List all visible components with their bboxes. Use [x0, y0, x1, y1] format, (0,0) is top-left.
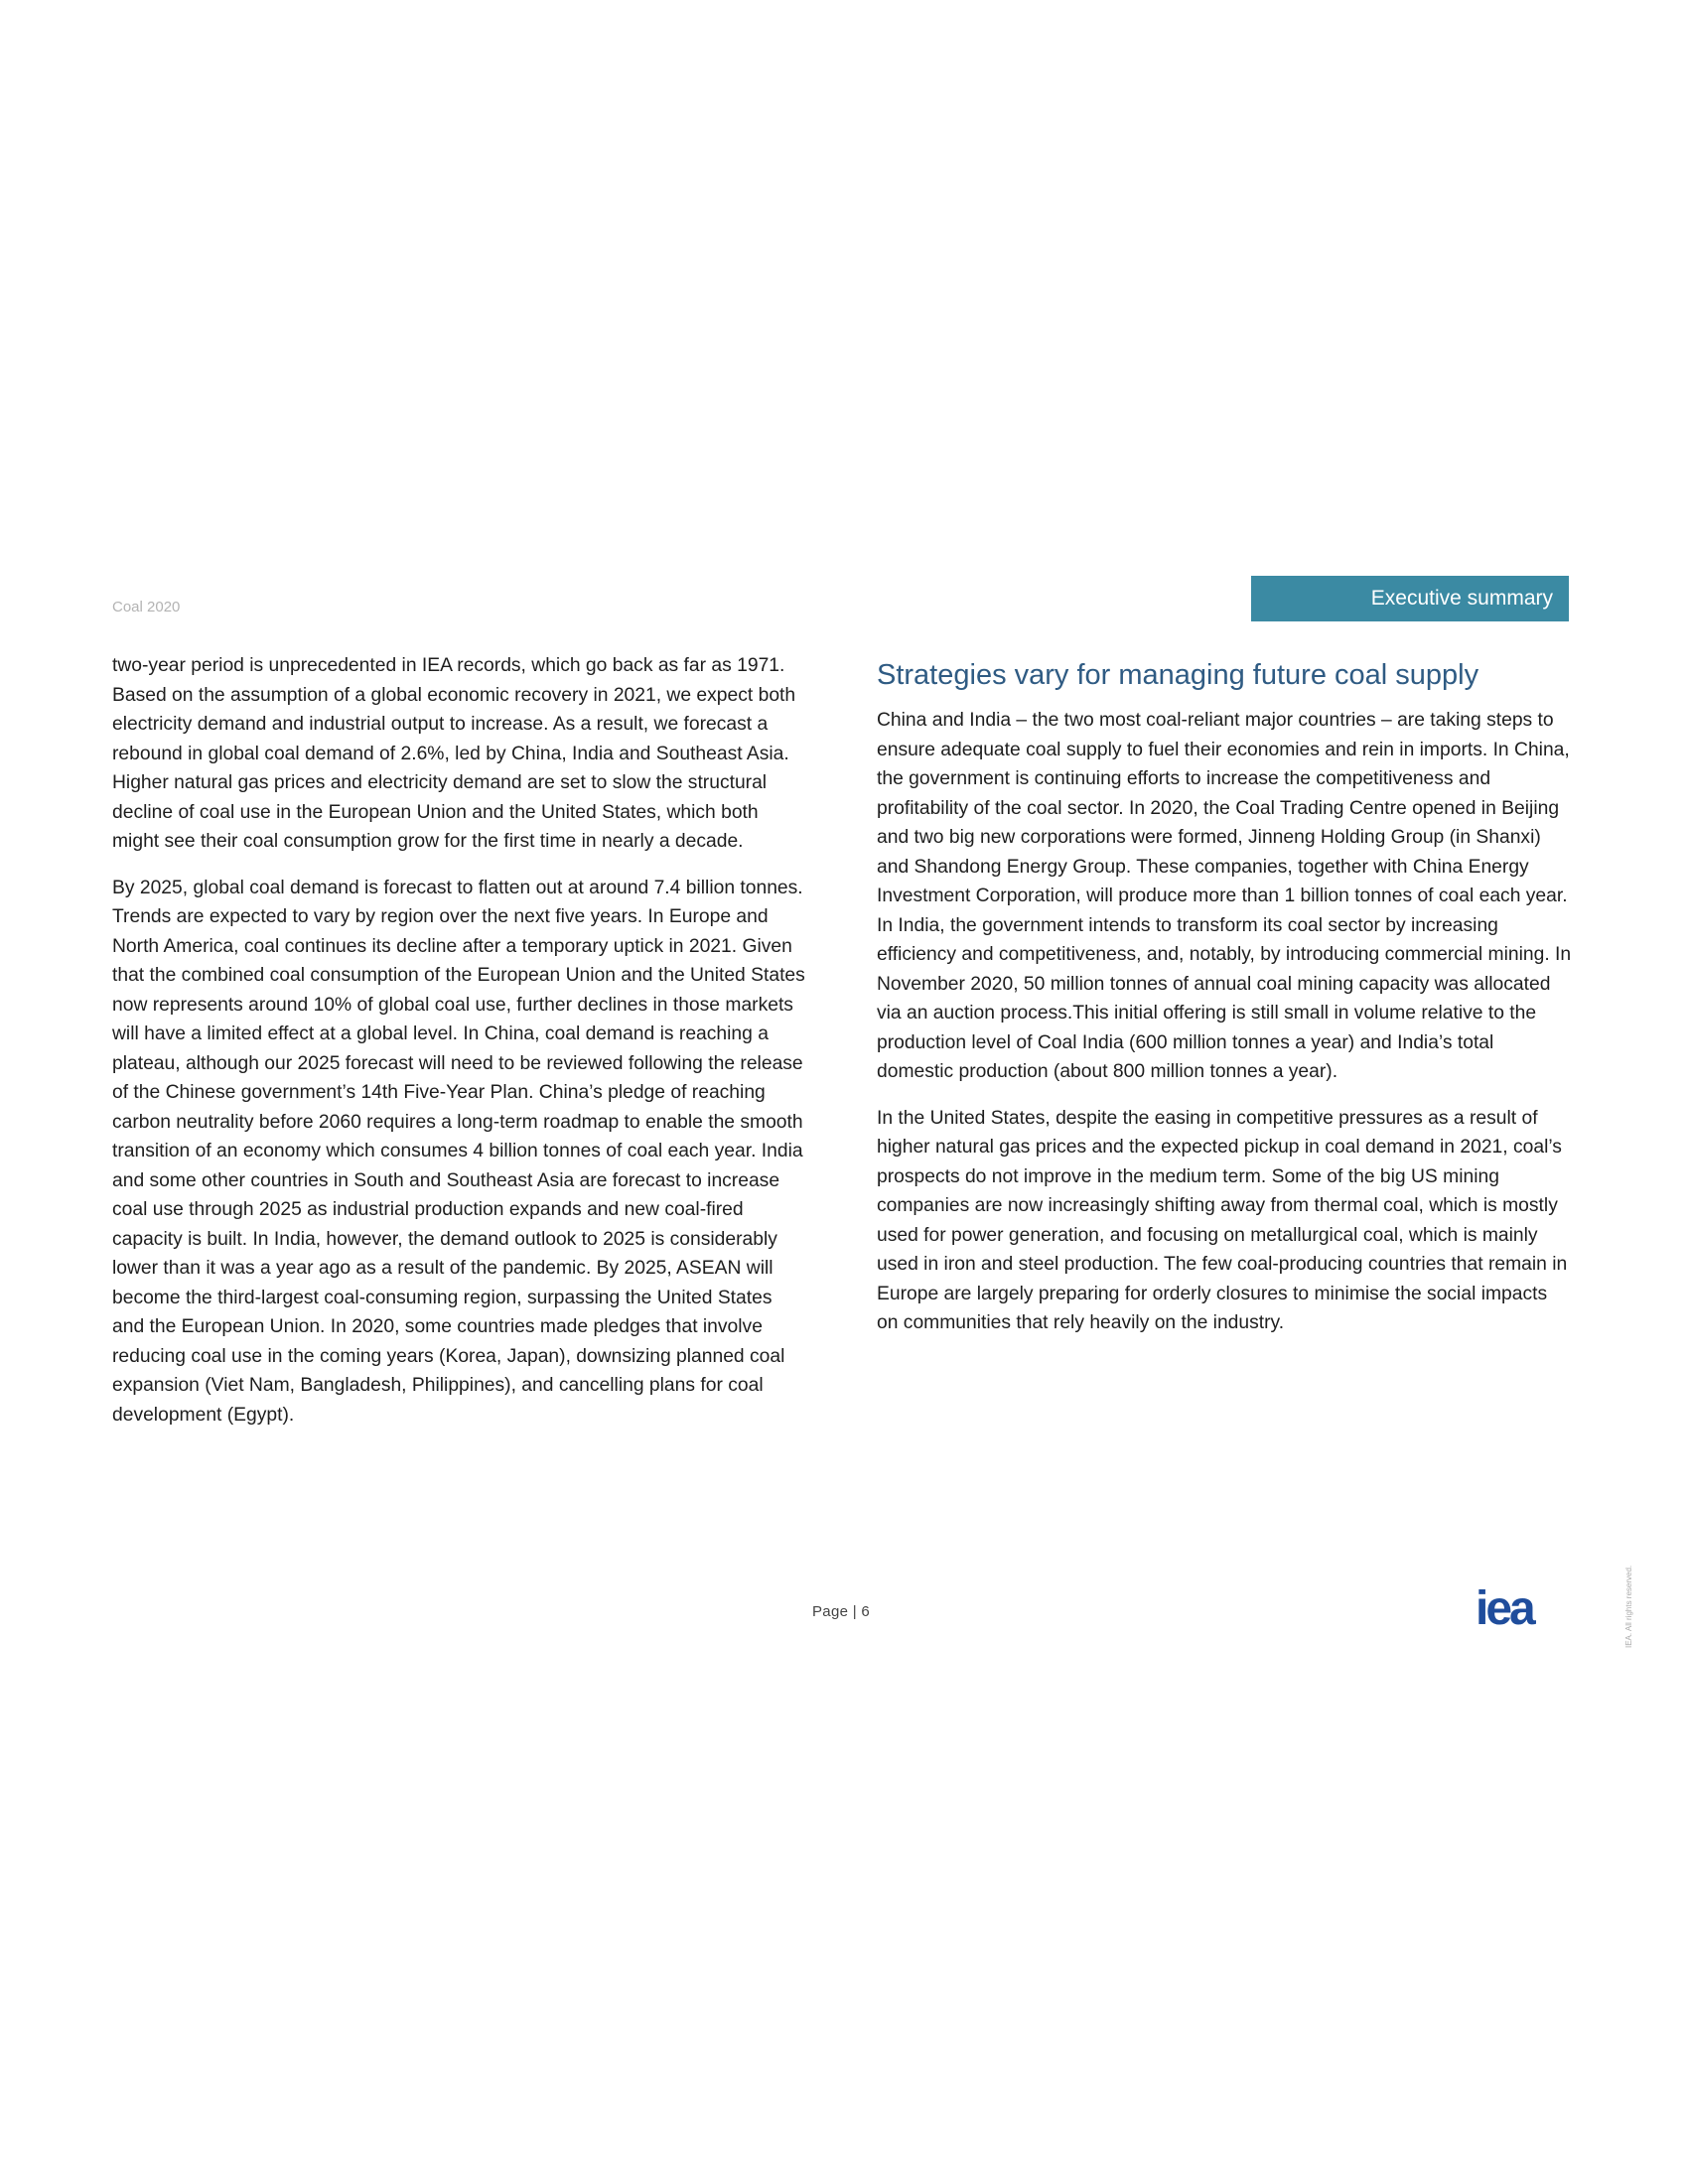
body-paragraph: In the United States, despite the easing in competitive pressures as a result of higher natural gas prices and the expected pickup in coal demand in 2021, coal’s prospects do not improve in the medium term. Some of the big US mining companies are now increasingly shifting away from thermal coal, which is mostly used for power generation, and focusing on metallurgical coal, which is mainly used in iron and steel production. The few coal-producing countries that remain in Europe are largely preparing for orderly closures to minimise the social impacts on communities that rely heavily on the industry.	[877, 1107, 1568, 1333]
iea-logo-text: iea	[1476, 1586, 1533, 1630]
section-tab: Executive summary	[1251, 576, 1569, 621]
left-column	[112, 651, 807, 1446]
body-paragraph: China and India – the two most coal-reliant major countries – are taking steps to ensure adequate coal supply to fuel their economies and rein in imports. In China, the government is continuing efforts to increase the competitiveness and profitability of the coal sector. In 2020, the Coal Trading Centre opened in Beijing and two big new corporations were formed, Jinneng Holding Group (in Shanxi) and Shandong Energy Group. These companies, together with China Energy Investment Corporation, will produce more than 1 billion tonnes of coal each year. In India, the government intends to transform its coal sector by increasing efficiency and competitiveness, and, notably, by introducing commercial mining. In November 2020, 50 million tonnes of annual coal mining capacity was allocated via an auction process.This initial offering is still small in volume relative to the production level of Coal India (600 million tonnes a year) and India’s total domestic production (about 800 million tonnes a year).	[877, 710, 1572, 1082]
iea-logo	[1476, 1586, 1571, 1630]
body-paragraph: two-year period is unprecedented in IEA records, which go back as far as 1971. Based on the assumption of a global economic recovery in 2021, we expect both electricity demand and industrial output to increase. As a result, we forecast a rebound in global coal demand of 2.6%, led by China, India and Southeast Asia. Higher natural gas prices and electricity demand are set to slow the structural decline of coal use in the European Union and the United States, which both might see their coal consumption grow for the first time in nearly a decade.	[112, 655, 796, 852]
right-column	[877, 651, 1572, 1355]
section-heading: Strategies vary for managing future coal supply	[877, 659, 1479, 691]
report-title: Coal 2020	[112, 599, 181, 615]
page-number: Page | 6	[812, 1603, 871, 1620]
rights-text: IEA. All rights reserved.	[1624, 1565, 1633, 1648]
rights-notice	[1624, 1549, 1638, 1648]
body-paragraph: By 2025, global coal demand is forecast to flatten out at around 7.4 billion tonnes. Trends are expected to vary by region over the next five years. In Europe and North America, coal continues its decline after a temporary uptick in 2021. Given that the combined coal consumption of the European Union and the United States now represents around 10% of global coal use, further declines in those markets will have a limited effect at a global level. In China, coal demand is reaching a plateau, although our 2025 forecast will need to be reviewed following the release of the Chinese government’s 14th Five-Year Plan. China’s pledge of reaching carbon neutrality before 2060 requires a long-term roadmap to enable the smooth transition of an economy which consumes 4 billion tonnes of coal each year. India and some other countries in South and Southeast Asia are forecast to increase coal use through 2025 as industrial production expands and new coal-fired capacity is built. In India, however, the demand outlook to 2025 is considerably lower than it was a year ago as a result of the pandemic. By 2025, ASEAN will become the third-largest coal-consuming region, surpassing the United States and the European Union. In 2020, some countries made pledges that involve reducing coal use in the coming years (Korea, Japan), downsizing planned coal expansion (Viet Nam, Bangladesh, Philippines), and cancelling plans for coal development (Egypt).	[112, 877, 805, 1426]
